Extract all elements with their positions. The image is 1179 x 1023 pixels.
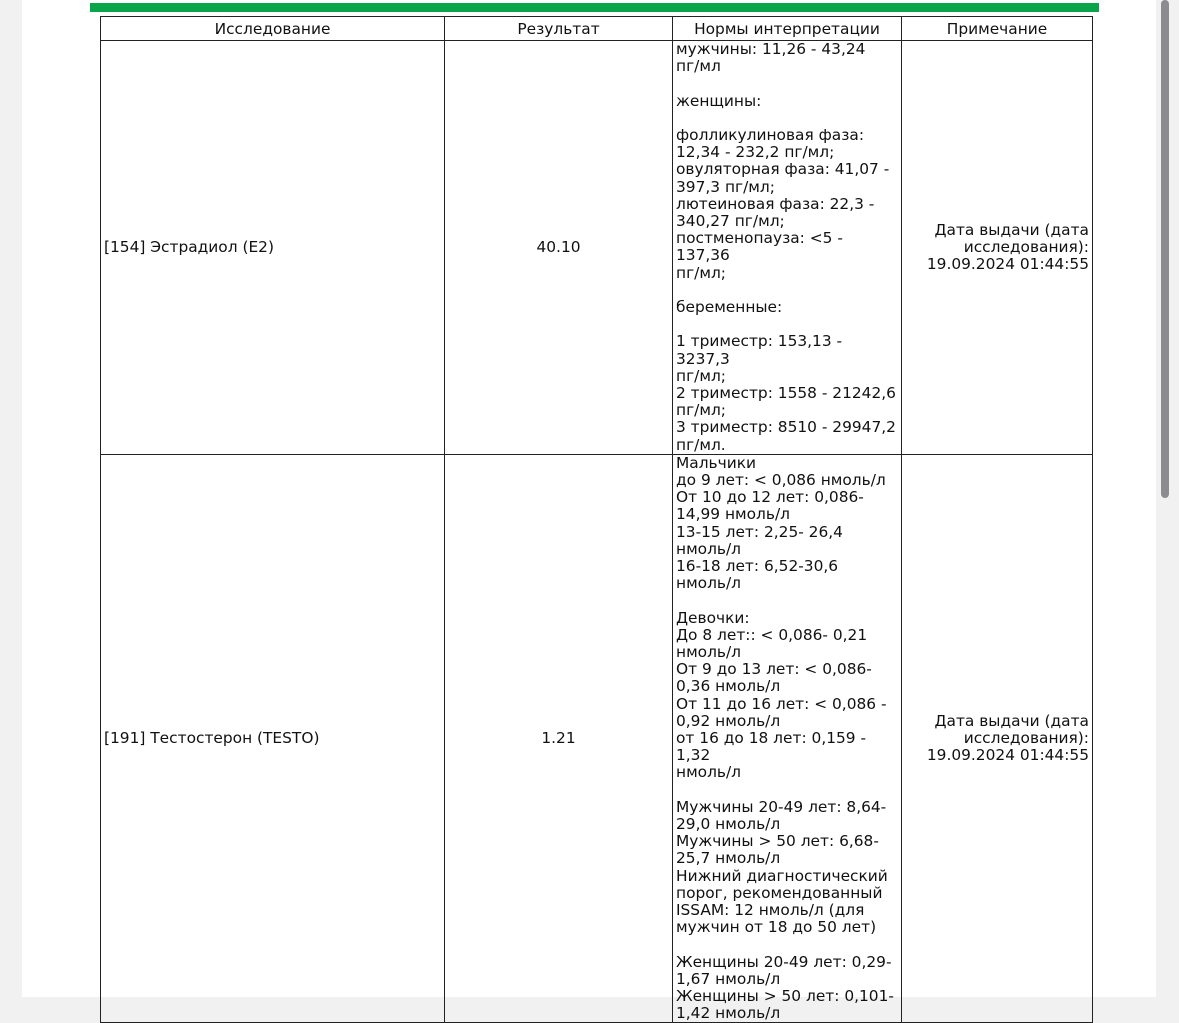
norm-line: Мальчики: [676, 453, 757, 472]
norm-line: 29,0 нмоль/л: [676, 815, 781, 834]
reference-norms: [673, 41, 902, 455]
header-note: Примечание: [902, 17, 1093, 41]
norm-line: пг/мл;: [676, 366, 726, 385]
norm-line: беременные:: [676, 298, 783, 316]
norm-line: нмоль/л: [676, 643, 742, 662]
norm-line: 340,27 пг/мл;: [676, 212, 785, 230]
norm-line: 16-18 лет: 6,52-30,6: [676, 557, 839, 576]
norm-line: до 9 лет: < 0,086 нмоль/л: [676, 471, 886, 490]
test-name: [154] Эстрадиол (E2): [101, 41, 445, 455]
note-line: исследования):: [963, 729, 1089, 748]
norm-line: пг/мл;: [676, 401, 726, 420]
norm-line: пг/мл;: [676, 263, 726, 282]
norm-line: Мужчины 20-49 лет: 8,64-: [676, 797, 887, 816]
norm-line: От 10 до 12 лет: 0,086-: [676, 488, 864, 507]
norm-line: овуляторная фаза: 41,07 -: [676, 160, 890, 179]
norm-line: Женщины 20-49 лет: 0,29-: [676, 952, 892, 971]
norm-line: 1,42 нмоль/л: [676, 1004, 781, 1023]
norm-line: От 11 до 16 лет: < 0,086 -: [676, 694, 887, 713]
norm-line: пг/мл.: [676, 435, 726, 454]
norm-line: постменопауза: <5 - 137,36: [676, 229, 843, 265]
norm-line: фолликулиновая фаза:: [676, 125, 865, 144]
norm-line: ISSAM: 12 нмоль/л (для: [676, 901, 865, 920]
norm-line: Женщины > 50 лет: 0,101-: [676, 987, 894, 1006]
table-row: [101, 454, 1093, 1023]
norm-line: мужчин от 18 до 50 лет): [676, 918, 877, 937]
issue-date: 19.09.2024 01:44:55: [926, 746, 1089, 765]
test-name: [191] Тестостерон (TESTO): [101, 454, 445, 1023]
norm-line: Нижний диагностический: [676, 866, 888, 885]
norm-line: 14,99 нмоль/л: [676, 505, 790, 524]
norm-spacer: [676, 282, 898, 299]
norm-line: Мужчины > 50 лет: 6,68-: [676, 832, 879, 851]
note-cell: [902, 454, 1093, 1023]
note-cell: [902, 41, 1093, 455]
norm-line: от 16 до 18 лет: 0,159 - 1,32: [676, 729, 867, 765]
scrollbar-thumb[interactable]: [1161, 0, 1169, 498]
test-result: 1.21: [445, 454, 673, 1023]
note-line: Дата выдачи (дата: [934, 711, 1089, 730]
note-line: исследования):: [963, 237, 1089, 256]
reference-norms: [673, 454, 902, 1023]
norm-line: нмоль/л: [676, 763, 742, 782]
norm-line: лютеиновая фаза: 22,3 -: [676, 194, 875, 213]
norm-line: От 9 до 13 лет: < 0,086-: [676, 660, 872, 679]
test-result: 40.10: [445, 41, 673, 455]
issue-date: 19.09.2024 01:44:55: [926, 255, 1089, 273]
norm-line: мужчины: 11,26 - 43,24: [676, 40, 866, 58]
norm-line: 2 триместр: 1558 - 21242,6: [676, 384, 896, 402]
norm-line: порог, рекомендованный: [676, 883, 883, 902]
header-accent-bar: [90, 3, 1099, 12]
norm-spacer: [676, 782, 898, 799]
norm-spacer: [676, 592, 898, 609]
header-test: Исследование: [101, 17, 445, 41]
norm-line: 25,7 нмоль/л: [676, 849, 781, 868]
norm-line: До 8 лет:: < 0,086- 0,21: [676, 625, 868, 644]
norm-line: 3 триместр: 8510 - 29947,2: [676, 418, 896, 437]
norm-line: женщины:: [676, 91, 762, 110]
table-row: [101, 41, 1093, 455]
results-table: [100, 16, 1093, 1023]
note-line: Дата выдачи (дата: [934, 220, 1089, 239]
norm-line: 12,34 - 232,2 пг/мл;: [676, 143, 835, 162]
norm-line: нмоль/л: [676, 539, 742, 558]
norm-spacer: [676, 110, 898, 127]
table-header-row: [101, 17, 1093, 41]
norm-spacer: [676, 936, 898, 953]
norm-line: нмоль/л: [676, 574, 742, 593]
norm-line: 397,3 пг/мл;: [676, 177, 775, 196]
norm-line: 1,67 нмоль/л: [676, 969, 781, 988]
norm-line: 13-15 лет: 2,25- 26,4: [676, 522, 843, 541]
norm-spacer: [676, 316, 898, 333]
norm-line: Девочки:: [676, 608, 750, 627]
norm-spacer: [676, 75, 898, 92]
norm-line: 1 триместр: 153,13 - 3237,3: [676, 332, 843, 368]
norm-line: пг/мл: [676, 57, 721, 76]
norm-line: 0,36 нмоль/л: [676, 677, 781, 696]
header-result: Результат: [445, 17, 673, 41]
header-norms: Нормы интерпретации: [673, 17, 902, 41]
norm-line: 0,92 нмоль/л: [676, 711, 781, 730]
